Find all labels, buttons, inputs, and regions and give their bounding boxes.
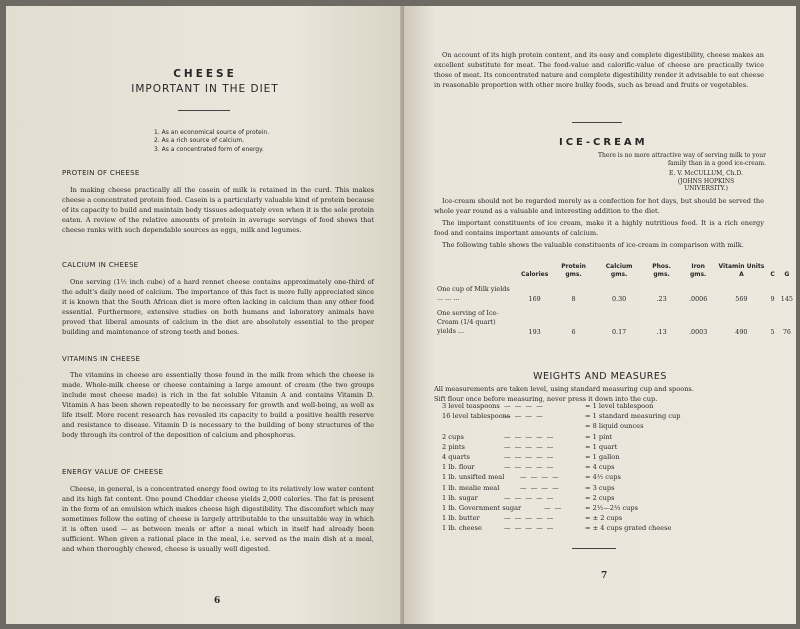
- measure-left: 2 pints: [442, 442, 465, 451]
- row-label: One cup of Milk yields ... ... ...: [437, 285, 510, 302]
- measure-left: 1 lb. flour: [442, 463, 475, 472]
- measure-right: = ± 2 cups: [585, 514, 623, 523]
- measure-left: 16 level tablespoons: [442, 412, 511, 421]
- column-header: Protein gms.: [561, 263, 586, 278]
- measure-left: 1 lb. butter: [442, 514, 480, 523]
- measure-left: 3 level teaspoons: [442, 402, 500, 410]
- table-cell: 6: [571, 328, 576, 336]
- table-header-row: [434, 263, 796, 279]
- measure-right: = 1 quart: [585, 442, 618, 451]
- quote-author-block: [656, 170, 756, 193]
- table-cell: 145: [780, 295, 793, 303]
- measure-right: = 3 cups: [585, 483, 615, 492]
- page-number-right: 7: [601, 571, 608, 581]
- title-divider: [178, 110, 230, 111]
- measure-left: 1 lb. cheese: [442, 524, 482, 533]
- table-cell: 5: [770, 328, 775, 336]
- weights-intro-line: Sift flour once before measuring, never press it down into the cup.: [434, 395, 658, 403]
- dot-leader: — — — — —: [504, 514, 555, 523]
- measure-right: = 1 gallon: [585, 452, 620, 461]
- cheese-meat-paragraph: On account of its high protein content, and its easy and complete digestibility, cheese makes an excellent substitute for meat. The food-value and calorific-value of cheese are practically twice those of meat. Its concentrated nature and complete digestibility render it advisable to eat cheese in reasonable proportion with other more bulky foods, such as bread and fruits or vegetables.: [434, 51, 764, 89]
- page-number-left: 6: [214, 596, 221, 606]
- table-cell: .23: [656, 295, 667, 303]
- dot-leader: — — — — —: [504, 442, 555, 451]
- quote-author: E. V. McCULLUM, Ch.D.: [669, 170, 743, 177]
- measure-right: = 2½—2⅔ cups: [585, 503, 639, 512]
- dot-leader: — —: [544, 503, 563, 512]
- section-heading-energy: ENERGY VALUE OF CHEESE: [62, 468, 164, 476]
- section-text-energy: Cheese, in general, is a concentrated energy food owing to its relatively low water content and its high fat content. One pound Cheddar cheese yields 2,000 calories. The fat is present in the form of an emulsion which makes cheese high digestibility. The discomfort which may sometimes follow the eating of cheese is largely attributable to the unsuitable way in which it is often used — as between meals or after a meal which in itself had already been sufficient. When given a rational place in the meal, i.e. served as the main dish at a meal, and when thoroughly chewed, cheese is usually well digested.: [62, 485, 374, 553]
- use-item: 3. As a concentrated form of energy.: [154, 145, 264, 153]
- section-heading-vitamins: VITAMINS IN CHEESE: [62, 355, 141, 363]
- dot-leader: — — — — —: [504, 432, 555, 441]
- measure-right: = 1 level tablespoon: [585, 402, 654, 410]
- column-header: Phos. gms.: [652, 263, 671, 278]
- table-cell: 490: [735, 328, 748, 336]
- weights-intro-line: All measurements are taken level, using standard measuring cup and spoons.: [434, 385, 694, 393]
- use-item: 1. As an economical source of protein.: [154, 129, 270, 136]
- section-heading-protein: PROTEIN OF CHEESE: [62, 169, 140, 177]
- measure-right: = ± 4 cups grated cheese: [585, 524, 672, 533]
- ice-paragraph-2: The important constituents of ice cream, make it a highly nutritious food. It is a rich energy food and contains important amounts of calcium.: [434, 219, 764, 237]
- table-cell: 0.30: [612, 295, 627, 303]
- section-text-protein: In making cheese practically all the casein of milk is retained in the curd. This makes cheese a concentrated protein food. Casein is a particularly valuable kind of protein because of its capacity to build and maintain body tissues adequately even when it is the sole protein eaten. A review of the relative amounts of protein in average servings of food shows that cheese ranks with such dependable sources as eggs, milk and legumes.: [62, 186, 374, 234]
- measure-right: = 2 cups: [585, 493, 615, 502]
- dot-leader: — — — —: [504, 402, 544, 410]
- measure-left: 1 lb. sugar: [442, 493, 478, 502]
- right-page: [404, 6, 796, 624]
- ice-cream-title: ICE-CREAM: [559, 137, 648, 148]
- table-cell: 0.17: [612, 328, 627, 336]
- table-row: [434, 303, 796, 336]
- dot-leader: — — — — —: [504, 493, 555, 502]
- section-divider: [572, 122, 622, 123]
- section-text-calcium: One serving (1½ inch cube) of a hard rennet cheese contains approximately one-third of the adult's daily need of calcium. The importance of this fact is more fully appreciated since it is known that the South African diet is more often lacking in calcium than any other food essential. Furthermore, extensive studies on both humans and laboratory animals have proved that liberal amounts of calcium in the diet are absolutely essential to the proper building and maintenance of strong teeth and bones.: [62, 278, 374, 336]
- weights-title: WEIGHTS AND MEASURES: [533, 371, 667, 382]
- ice-cream-quote: There is no more attractive way of serving milk to your family than in a good ice-cream.: [598, 152, 766, 167]
- table-row: [434, 279, 796, 303]
- row-label: One serving of Ice-Cream (1/4 quart) yields ...: [437, 309, 499, 335]
- table-cell: 8: [571, 295, 576, 303]
- dot-leader: — — — — —: [504, 452, 555, 461]
- table-cell: 193: [528, 328, 541, 336]
- table-cell: .0006: [689, 295, 708, 303]
- measure-right: = 8 liquid ounces: [585, 422, 644, 431]
- ice-paragraph-3: The following table shows the valuable constituents of ice-cream in comparison with milk.: [442, 241, 744, 249]
- table-cell: 9: [770, 295, 775, 303]
- table-cell: 569: [735, 295, 748, 303]
- section-text-vitamins: The vitamins in cheese are essentially those found in the milk from which the cheese is made. Whole-milk cheese or cheese containing a large amount of cream (the two groups include most cheese made) is rich in the fat soluble Vitamin A and contains Vitamin D. Vitamin A has been shown repeatedly to be necessary for growth and well-being, as well as life itself. More recent research has revealed its capacity to build a positive health reserve and resistance to disease. Vitamin D is necessary to the building of bony structures of the body through its control of the deposition of calcium and phosphorus.: [62, 371, 374, 439]
- column-header: Vitamin Units A: [718, 263, 765, 278]
- cheese-uses-list: [154, 129, 269, 154]
- table-cell: .13: [656, 328, 667, 336]
- ice-paragraph-1: Ice-cream should not be regarded merely as a confection for hot days, but should be served the whole year round as a valuable and interesting addition to the diet.: [434, 197, 764, 215]
- dot-leader: — — — —: [520, 483, 560, 492]
- left-page: [6, 6, 404, 624]
- dot-leader: — — — —: [504, 412, 544, 421]
- open-booklet: [6, 6, 796, 624]
- measure-right: = 4½ cups: [585, 473, 621, 482]
- measure-left: 4 quarts: [442, 452, 470, 461]
- section-heading-calcium: CALCIUM IN CHEESE: [62, 261, 139, 269]
- measure-right: = 1 pint: [585, 432, 613, 441]
- nutrition-table: [434, 263, 796, 336]
- column-header: C: [770, 271, 775, 278]
- table-cell: 169: [528, 295, 541, 303]
- table-cell: 76: [782, 328, 791, 336]
- dot-leader: — — — — —: [504, 524, 555, 533]
- measure-left: 1 lb. mealie meal: [442, 483, 500, 492]
- column-header: Calories: [521, 271, 549, 278]
- cheese-title: CHEESE: [173, 68, 237, 80]
- cheese-subtitle: IMPORTANT IN THE DIET: [131, 83, 279, 95]
- measure-left: 1 lb. unsifted meal: [442, 473, 505, 482]
- column-header: Iron gms.: [689, 263, 707, 278]
- dot-leader: — — — —: [520, 473, 560, 482]
- use-item: 2. As a rich source of calcium.: [154, 137, 245, 145]
- column-header: G: [784, 271, 790, 278]
- column-header: Calcium gms.: [605, 263, 633, 278]
- measure-right: = 4 cups: [585, 463, 615, 472]
- measure-left: 1 lb. Government sugar: [442, 503, 522, 512]
- table-cell: .0003: [689, 328, 708, 336]
- measure-left: 2 cups: [442, 432, 464, 441]
- measure-right: = 1 standard measuring cup: [585, 412, 681, 421]
- quote-affiliation: (JOHNS HOPKINS UNIVERSITY.): [677, 177, 735, 192]
- end-divider: [572, 548, 616, 549]
- dot-leader: — — — — —: [504, 463, 555, 472]
